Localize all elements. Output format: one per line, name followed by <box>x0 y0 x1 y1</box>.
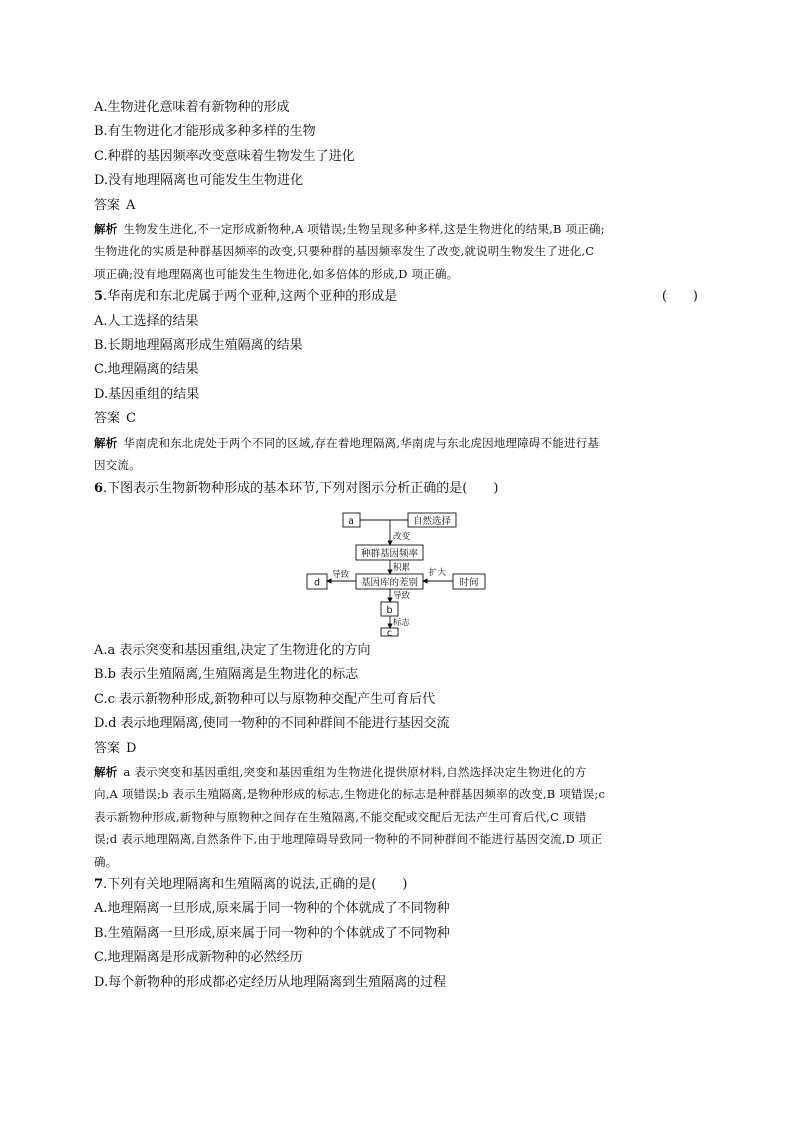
explanation-line <box>94 432 704 454</box>
explanation-label: 解析 <box>94 764 118 779</box>
box-gene-frequency-label: 种群基因频率 <box>360 548 419 560</box>
option-c[interactable]: C.地理隔离是形成新物种的必然经历 <box>94 950 303 966</box>
option-b[interactable]: B.有生物进化才能形成多种多样的生物 <box>94 124 316 140</box>
explanation-line: 表示新物种形成,新物种与原物种之间存在生殖隔离,不能交配或交配后无法产生可育后代,C 项错 <box>94 809 587 824</box>
explanation-line: 误;d 表示地理隔离,自然条件下,由于地理障碍导致同一物种的不同种群间不能进行基因交流,D 项正 <box>94 832 603 847</box>
question-stem <box>94 873 704 897</box>
answer-blank: ( ) <box>661 289 698 305</box>
option-d[interactable]: D.没有地理隔离也可能发生生物进化 <box>94 173 304 189</box>
question-number: 6 <box>94 480 104 496</box>
explanation-line: 因交流。 <box>94 458 141 473</box>
explanation <box>94 761 704 873</box>
answer-value: C <box>126 411 136 427</box>
explanation <box>94 432 704 477</box>
option-a[interactable]: A.生物进化意味着有新物种的形成 <box>94 100 290 115</box>
option-a[interactable]: A.地理隔离一旦形成,原来属于同一物种的个体就成了不同物种 <box>94 901 450 917</box>
question-stem <box>94 477 704 501</box>
answer-line <box>94 407 704 431</box>
question-5 <box>94 285 704 476</box>
answer-value: A <box>126 197 136 213</box>
question-text: .下列有关地理隔离和生殖隔离的说法,正确的是( ) <box>103 876 408 892</box>
question-6 <box>94 477 704 873</box>
option-d[interactable]: D.基因重组的结果 <box>94 386 200 402</box>
label-expand: 扩大 <box>429 567 447 578</box>
answer-line <box>94 737 704 761</box>
explanation <box>94 218 704 285</box>
option-d[interactable]: D.d 表示地理隔离,使同一物种的不同种群间不能进行基因交流 <box>94 716 450 732</box>
explanation-label: 解析 <box>94 222 118 237</box>
explanation-label: 解析 <box>94 435 118 450</box>
answer-label: 答案 <box>94 197 121 213</box>
label-cause-down: 导致 <box>393 590 411 601</box>
question-text: .华南虎和东北虎属于两个亚种,这两个亚种的形成是 <box>103 289 398 305</box>
box-natural-selection-label: 自然选择 <box>412 515 452 527</box>
flow-diagram-svg <box>94 505 704 637</box>
option-a[interactable]: A.a 表示突变和基因重组,决定了生物进化的方向 <box>94 642 371 658</box>
question-stem <box>94 285 704 309</box>
explanation-text: 华南虎和东北虎处于两个不同的区域,存在着地理隔离,华南虎与东北虎因地理障碍不能进行基 <box>123 435 600 450</box>
speciation-diagram <box>94 505 704 637</box>
explanation-line: 向,A 项错误;b 表示生殖隔离,是物种形成的标志,生物进化的标志是种群基因频率的改变,B 项错误;c <box>94 787 606 802</box>
explanation-line: 确。 <box>94 854 118 869</box>
label-change: 改变 <box>393 531 411 542</box>
explanation-text: a 表示突变和基因重组,突变和基因重组为生物进化提供原材料,自然选择决定生物进化的方 <box>123 764 587 779</box>
box-c-label: c <box>386 627 393 637</box>
question-4 <box>94 96 704 285</box>
document-page <box>94 96 704 995</box>
label-mark: 标志 <box>393 617 411 628</box>
question-text: .下图表示生物新物种形成的基本环节,下列对图示分析正确的是( ) <box>103 480 499 496</box>
option-d[interactable]: D.每个新物种的形成都必定经历从地理隔离到生殖隔离的过程 <box>94 974 447 990</box>
answer-value: D <box>126 740 137 756</box>
explanation-line <box>94 218 704 240</box>
box-b-label: b <box>386 604 393 616</box>
option-b[interactable]: B.长期地理隔离形成生殖隔离的结果 <box>94 338 303 354</box>
question-number: 7 <box>94 876 104 892</box>
option-c[interactable]: C.地理隔离的结果 <box>94 362 199 378</box>
box-gene-pool-label: 基因库的差别 <box>360 577 419 589</box>
question-7 <box>94 873 704 995</box>
option-b[interactable]: B.b 表示生殖隔离,生殖隔离是生物进化的标志 <box>94 667 359 683</box>
explanation-text: 生物发生进化,不一定形成新物种,A 项错误;生物呈现多种多样,这是生物进化的结果,B 项正确; <box>123 222 605 237</box>
question-number: 5 <box>94 289 104 305</box>
explanation-line <box>94 761 704 783</box>
answer-line <box>94 194 704 218</box>
answer-label: 答案 <box>94 740 121 756</box>
box-d-label: d <box>313 577 321 589</box>
answer-label: 答案 <box>94 411 121 427</box>
box-a-label: a <box>348 515 354 527</box>
label-cause-left: 导致 <box>332 569 350 580</box>
label-accumulate: 积累 <box>393 562 411 573</box>
option-b[interactable]: B.生殖隔离一旦形成,原来属于同一物种的个体就成了不同物种 <box>94 925 450 941</box>
option-a[interactable]: A.人工选择的结果 <box>94 313 199 329</box>
option-c[interactable]: C.种群的基因频率改变意味着生物发生了进化 <box>94 148 355 164</box>
explanation-line: 生物进化的实质是种群基因频率的改变,只要种群的基因频率发生了改变,就说明生物发生了进化,C <box>94 244 595 259</box>
box-time-label: 时间 <box>459 577 479 589</box>
option-c[interactable]: C.c 表示新物种形成,新物种可以与原物种交配产生可育后代 <box>94 691 436 707</box>
explanation-line: 项正确;没有地理隔离也可能发生生物进化,如多倍体的形成,D 项正确。 <box>94 266 459 281</box>
